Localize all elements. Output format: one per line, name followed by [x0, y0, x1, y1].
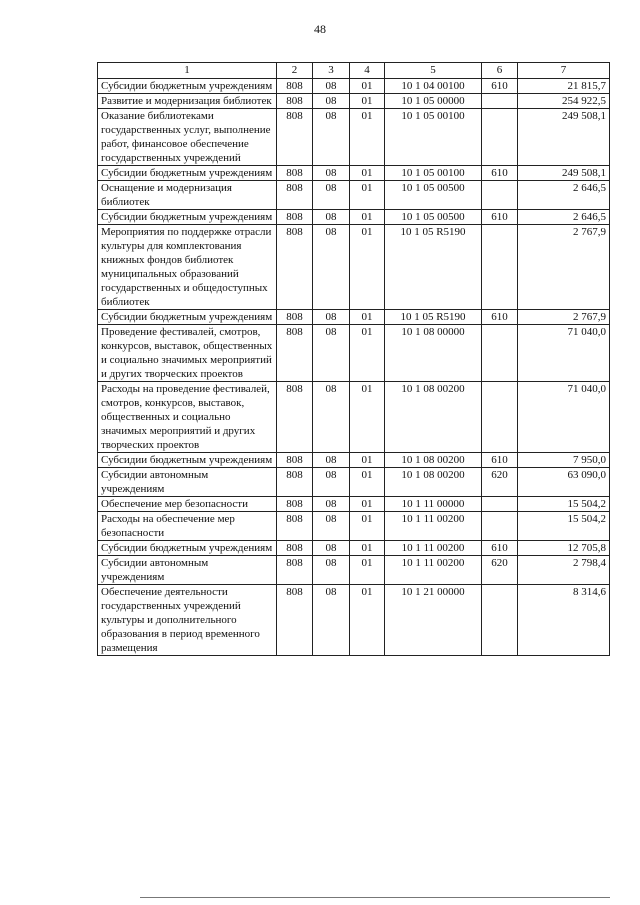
expense-name-cell: Мероприятия по поддержке отрасли культуры для комплектования книжных фондов библиотек муниципальных образований государственных и общедоступных библиотек — [98, 225, 277, 310]
table-row — [98, 468, 610, 497]
amount-cell: 12 705,8 — [518, 541, 610, 556]
ministry-code-cell: 808 — [277, 210, 313, 225]
table-row — [98, 541, 610, 556]
subsection-code-cell: 01 — [350, 585, 385, 656]
section-code-cell: 08 — [313, 79, 350, 94]
expense-type-cell — [482, 497, 518, 512]
target-article-cell: 10 1 11 00200 — [385, 541, 482, 556]
expense-type-cell — [482, 585, 518, 656]
ministry-code-cell: 808 — [277, 541, 313, 556]
expense-name-cell: Расходы на обеспечение мер безопасности — [98, 512, 277, 541]
table-row — [98, 556, 610, 585]
section-code-cell: 08 — [313, 181, 350, 210]
expense-type-cell — [482, 225, 518, 310]
expense-type-cell: 610 — [482, 453, 518, 468]
expense-type-cell — [482, 94, 518, 109]
header-col-4: 4 — [350, 63, 385, 79]
ministry-code-cell: 808 — [277, 225, 313, 310]
amount-cell: 2 646,5 — [518, 181, 610, 210]
table-row — [98, 512, 610, 541]
target-article-cell: 10 1 11 00200 — [385, 512, 482, 541]
table-row — [98, 310, 610, 325]
expense-type-cell — [482, 382, 518, 453]
table-row — [98, 109, 610, 166]
expense-type-cell: 610 — [482, 210, 518, 225]
expense-type-cell: 610 — [482, 166, 518, 181]
section-code-cell: 08 — [313, 210, 350, 225]
amount-cell: 63 090,0 — [518, 468, 610, 497]
table-row — [98, 166, 610, 181]
header-col-2: 2 — [277, 63, 313, 79]
expense-type-cell — [482, 181, 518, 210]
expense-name-cell: Развитие и модернизация библиотек — [98, 94, 277, 109]
amount-cell: 15 504,2 — [518, 497, 610, 512]
subsection-code-cell: 01 — [350, 512, 385, 541]
amount-cell: 2 798,4 — [518, 556, 610, 585]
subsection-code-cell: 01 — [350, 541, 385, 556]
subsection-code-cell: 01 — [350, 94, 385, 109]
page-number: 48 — [314, 22, 326, 36]
amount-cell: 254 922,5 — [518, 94, 610, 109]
section-code-cell: 08 — [313, 382, 350, 453]
expense-name-cell: Оказание библиотеками государственных услуг, выполнение работ, финансовое обеспечение государственных учреждений — [98, 109, 277, 166]
expense-type-cell — [482, 512, 518, 541]
expense-name-cell: Обеспечение мер безопасности — [98, 497, 277, 512]
target-article-cell: 10 1 21 00000 — [385, 585, 482, 656]
section-code-cell: 08 — [313, 556, 350, 585]
amount-cell: 7 950,0 — [518, 453, 610, 468]
amount-cell: 71 040,0 — [518, 382, 610, 453]
table-row — [98, 225, 610, 310]
target-article-cell: 10 1 11 00200 — [385, 556, 482, 585]
expense-name-cell: Субсидии автономным учреждениям — [98, 468, 277, 497]
expense-name-cell: Обеспечение деятельности государственных учреждений культуры и дополнительного образования в период временного размещения — [98, 585, 277, 656]
table-row — [98, 79, 610, 94]
subsection-code-cell: 01 — [350, 453, 385, 468]
section-code-cell: 08 — [313, 585, 350, 656]
expense-name-cell: Субсидии бюджетным учреждениям — [98, 79, 277, 94]
ministry-code-cell: 808 — [277, 512, 313, 541]
section-code-cell: 08 — [313, 468, 350, 497]
target-article-cell: 10 1 05 00500 — [385, 210, 482, 225]
table-row — [98, 382, 610, 453]
table-row — [98, 325, 610, 382]
amount-cell: 2 767,9 — [518, 310, 610, 325]
ministry-code-cell: 808 — [277, 468, 313, 497]
expense-name-cell: Субсидии бюджетным учреждениям — [98, 310, 277, 325]
section-code-cell: 08 — [313, 325, 350, 382]
ministry-code-cell: 808 — [277, 497, 313, 512]
ministry-code-cell: 808 — [277, 310, 313, 325]
ministry-code-cell: 808 — [277, 181, 313, 210]
ministry-code-cell: 808 — [277, 453, 313, 468]
expense-type-cell — [482, 325, 518, 382]
expense-name-cell: Проведение фестивалей, смотров, конкурсов, выставок, общественных и социально значимых мероприятий и других творческих проектов — [98, 325, 277, 382]
amount-cell: 2 646,5 — [518, 210, 610, 225]
target-article-cell: 10 1 05 00500 — [385, 181, 482, 210]
ministry-code-cell: 808 — [277, 79, 313, 94]
section-code-cell: 08 — [313, 541, 350, 556]
section-code-cell: 08 — [313, 453, 350, 468]
target-article-cell: 10 1 04 00100 — [385, 79, 482, 94]
ministry-code-cell: 808 — [277, 325, 313, 382]
target-article-cell: 10 1 08 00000 — [385, 325, 482, 382]
subsection-code-cell: 01 — [350, 79, 385, 94]
target-article-cell: 10 1 05 R5190 — [385, 225, 482, 310]
subsection-code-cell: 01 — [350, 382, 385, 453]
header-col-6: 6 — [482, 63, 518, 79]
subsection-code-cell: 01 — [350, 210, 385, 225]
subsection-code-cell: 01 — [350, 325, 385, 382]
subsection-code-cell: 01 — [350, 225, 385, 310]
expense-name-cell: Оснащение и модернизация библиотек — [98, 181, 277, 210]
target-article-cell: 10 1 08 00200 — [385, 382, 482, 453]
table-row — [98, 94, 610, 109]
table-row — [98, 497, 610, 512]
amount-cell: 249 508,1 — [518, 109, 610, 166]
header-row — [98, 63, 610, 79]
subsection-code-cell: 01 — [350, 497, 385, 512]
amount-cell: 249 508,1 — [518, 166, 610, 181]
expense-type-cell: 620 — [482, 468, 518, 497]
expense-name-cell: Субсидии автономным учреждениям — [98, 556, 277, 585]
expense-name-cell: Субсидии бюджетным учреждениям — [98, 453, 277, 468]
subsection-code-cell: 01 — [350, 556, 385, 585]
ministry-code-cell: 808 — [277, 94, 313, 109]
section-code-cell: 08 — [313, 166, 350, 181]
ministry-code-cell: 808 — [277, 109, 313, 166]
expense-name-cell: Субсидии бюджетным учреждениям — [98, 166, 277, 181]
target-article-cell: 10 1 05 00000 — [385, 94, 482, 109]
ministry-code-cell: 808 — [277, 166, 313, 181]
expense-type-cell: 610 — [482, 541, 518, 556]
header-col-7: 7 — [518, 63, 610, 79]
section-code-cell: 08 — [313, 225, 350, 310]
subsection-code-cell: 01 — [350, 468, 385, 497]
table-body — [98, 79, 610, 656]
expense-type-cell: 610 — [482, 310, 518, 325]
header-col-1: 1 — [98, 63, 277, 79]
expense-name-cell: Субсидии бюджетным учреждениям — [98, 541, 277, 556]
expense-type-cell — [482, 109, 518, 166]
target-article-cell: 10 1 05 00100 — [385, 109, 482, 166]
section-code-cell: 08 — [313, 94, 350, 109]
expense-name-cell: Расходы на проведение фестивалей, смотров, конкурсов, выставок, общественных и социально значимых мероприятий и других творческих проектов — [98, 382, 277, 453]
ministry-code-cell: 808 — [277, 382, 313, 453]
table-row — [98, 210, 610, 225]
budget-table — [97, 62, 610, 656]
subsection-code-cell: 01 — [350, 109, 385, 166]
header-col-3: 3 — [313, 63, 350, 79]
table-row — [98, 453, 610, 468]
table-row — [98, 181, 610, 210]
section-code-cell: 08 — [313, 497, 350, 512]
target-article-cell: 10 1 08 00200 — [385, 468, 482, 497]
target-article-cell: 10 1 11 00000 — [385, 497, 482, 512]
subsection-code-cell: 01 — [350, 181, 385, 210]
section-code-cell: 08 — [313, 310, 350, 325]
target-article-cell: 10 1 08 00200 — [385, 453, 482, 468]
expense-type-cell: 620 — [482, 556, 518, 585]
target-article-cell: 10 1 05 00100 — [385, 166, 482, 181]
expense-name-cell: Субсидии бюджетным учреждениям — [98, 210, 277, 225]
expense-type-cell: 610 — [482, 79, 518, 94]
section-code-cell: 08 — [313, 109, 350, 166]
header-col-5: 5 — [385, 63, 482, 79]
amount-cell: 8 314,6 — [518, 585, 610, 656]
subsection-code-cell: 01 — [350, 310, 385, 325]
ministry-code-cell: 808 — [277, 556, 313, 585]
amount-cell: 21 815,7 — [518, 79, 610, 94]
target-article-cell: 10 1 05 R5190 — [385, 310, 482, 325]
subsection-code-cell: 01 — [350, 166, 385, 181]
amount-cell: 2 767,9 — [518, 225, 610, 310]
ministry-code-cell: 808 — [277, 585, 313, 656]
amount-cell: 15 504,2 — [518, 512, 610, 541]
section-code-cell: 08 — [313, 512, 350, 541]
amount-cell: 71 040,0 — [518, 325, 610, 382]
bottom-divider — [140, 897, 610, 898]
table-row — [98, 585, 610, 656]
